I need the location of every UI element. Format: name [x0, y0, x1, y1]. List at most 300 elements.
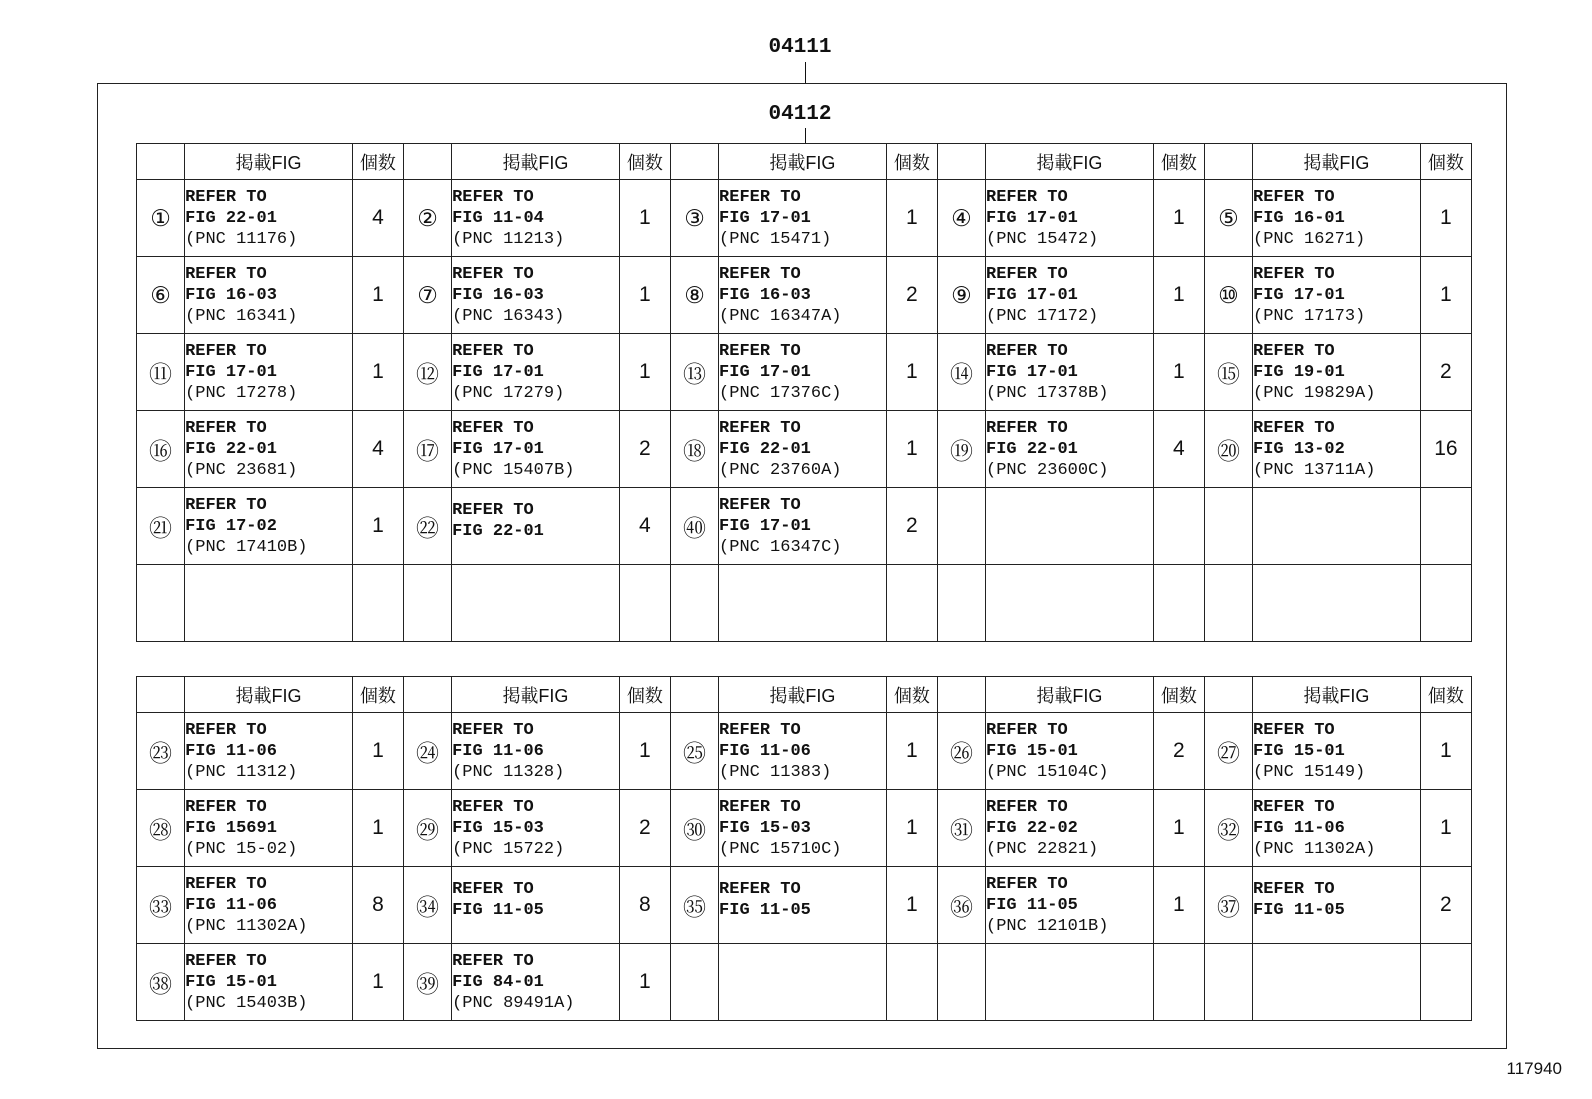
quantity: 1 [352, 488, 403, 565]
callout-number [1204, 944, 1252, 1021]
quantity: 2 [886, 488, 937, 565]
figure-reference [986, 565, 1154, 642]
quantity [1420, 565, 1471, 642]
refer-to-text: REFER TO [986, 341, 1068, 361]
figure-reference [452, 334, 620, 411]
fig-number: FIG 22-01 [185, 439, 277, 459]
table-header-row [137, 144, 1472, 180]
figure-reference [986, 257, 1154, 334]
quantity [1153, 488, 1204, 565]
quantity [886, 944, 937, 1021]
fig-number: FIG 11-06 [452, 741, 544, 761]
fig-number: FIG 17-01 [986, 208, 1078, 228]
leader-line-top [805, 62, 806, 83]
fig-number: FIG 15-01 [185, 972, 277, 992]
refer-to-text: REFER TO [452, 720, 534, 740]
refer-to-text: REFER TO [185, 720, 267, 740]
parts-table-lower [136, 676, 1472, 1021]
figure-reference [719, 334, 887, 411]
header-qty: 個数 [619, 144, 670, 180]
pnc-code: (PNC 11302A) [1253, 839, 1376, 859]
parts-table-upper [136, 143, 1472, 642]
figure-reference [719, 411, 887, 488]
figure-reference [986, 334, 1154, 411]
fig-number: FIG 11-06 [185, 895, 277, 915]
refer-to-text: REFER TO [185, 797, 267, 817]
fig-number: FIG 22-01 [452, 522, 544, 541]
quantity [1420, 488, 1471, 565]
callout-number [670, 565, 718, 642]
figure-reference [452, 180, 620, 257]
header-qty: 個数 [1420, 677, 1471, 713]
refer-to-text: REFER TO [1253, 880, 1335, 899]
callout-number [1204, 488, 1252, 565]
pnc-code: (PNC 17410B) [185, 537, 308, 557]
refer-to-text: REFER TO [1253, 341, 1335, 361]
figure-reference [452, 867, 620, 944]
fig-number: FIG 17-01 [719, 516, 811, 536]
fig-number: FIG 11-06 [719, 741, 811, 761]
figure-reference [1253, 488, 1421, 565]
callout-number: ⑧ [670, 257, 718, 334]
quantity: 8 [619, 867, 670, 944]
figure-reference [452, 790, 620, 867]
table-row [137, 488, 1472, 565]
quantity: 1 [1153, 257, 1204, 334]
pnc-code: (PNC 17376C) [719, 383, 842, 403]
figure-reference [185, 488, 353, 565]
document-id: 117940 [1506, 1059, 1562, 1078]
quantity: 1 [352, 944, 403, 1021]
figure-reference [452, 944, 620, 1021]
table-row [137, 565, 1472, 642]
fig-number: FIG 13-02 [1253, 439, 1345, 459]
refer-to-text: REFER TO [1253, 418, 1335, 438]
figure-reference [185, 565, 353, 642]
quantity: 1 [886, 713, 937, 790]
callout-number: ㊴ [403, 944, 451, 1021]
callout-number: ㉑ [137, 488, 185, 565]
header-num-cell [670, 144, 718, 180]
fig-number: FIG 16-03 [719, 285, 811, 305]
quantity: 2 [1420, 867, 1471, 944]
figure-reference [1253, 334, 1421, 411]
figure-reference [185, 944, 353, 1021]
refer-to-text: REFER TO [719, 797, 801, 817]
callout-number: ④ [937, 180, 985, 257]
quantity: 2 [619, 411, 670, 488]
pnc-code: (PNC 17378B) [986, 383, 1109, 403]
refer-to-text: REFER TO [185, 418, 267, 438]
figure-reference [452, 411, 620, 488]
callout-number: ㉕ [670, 713, 718, 790]
callout-number: ㉚ [670, 790, 718, 867]
fig-number: FIG 17-01 [1253, 285, 1345, 305]
refer-to-text: REFER TO [719, 720, 801, 740]
quantity: 4 [619, 488, 670, 565]
figure-reference [185, 411, 353, 488]
callout-number: ㊱ [937, 867, 985, 944]
figure-reference [1253, 867, 1421, 944]
callout-number: ㉖ [937, 713, 985, 790]
pnc-code: (PNC 15403B) [185, 993, 308, 1013]
header-qty: 個数 [1420, 144, 1471, 180]
callout-number: ③ [670, 180, 718, 257]
callout-number: ⑰ [403, 411, 451, 488]
fig-number: FIG 16-01 [1253, 208, 1345, 228]
callout-number: ㉛ [937, 790, 985, 867]
figure-reference [719, 488, 887, 565]
pnc-code: (PNC 22821) [986, 839, 1099, 859]
header-fig: 掲載FIG [719, 677, 887, 713]
quantity: 1 [1420, 257, 1471, 334]
fig-number: FIG 11-06 [185, 741, 277, 761]
pnc-code: (PNC 11312) [185, 762, 298, 782]
refer-to-text: REFER TO [452, 951, 534, 971]
table-row [137, 867, 1472, 944]
callout-number: ㉞ [403, 867, 451, 944]
callout-number: ⑲ [937, 411, 985, 488]
figure-reference [1253, 944, 1421, 1021]
figure-reference [452, 257, 620, 334]
refer-to-text: REFER TO [185, 264, 267, 284]
pnc-code: (PNC 17173) [1253, 306, 1366, 326]
refer-to-text: REFER TO [1253, 187, 1335, 207]
pnc-code: (PNC 17279) [452, 383, 565, 403]
fig-number: FIG 15-03 [719, 818, 811, 838]
callout-number: ㉔ [403, 713, 451, 790]
fig-number: FIG 17-01 [986, 285, 1078, 305]
header-fig: 掲載FIG [452, 144, 620, 180]
figure-reference [1253, 565, 1421, 642]
quantity: 1 [1153, 334, 1204, 411]
pnc-code: (PNC 17172) [986, 306, 1099, 326]
header-num-cell [1204, 144, 1252, 180]
quantity [1153, 565, 1204, 642]
quantity: 2 [886, 257, 937, 334]
figure-reference [185, 713, 353, 790]
quantity: 1 [1420, 790, 1471, 867]
figure-reference [719, 790, 887, 867]
figure-reference [719, 180, 887, 257]
pnc-code: (PNC 15407B) [452, 460, 575, 480]
quantity: 1 [352, 713, 403, 790]
quantity: 1 [1153, 790, 1204, 867]
fig-number: FIG 17-01 [719, 362, 811, 382]
header-num-cell [137, 144, 185, 180]
header-qty: 個数 [352, 677, 403, 713]
fig-number: FIG 17-02 [185, 516, 277, 536]
refer-to-text: REFER TO [185, 495, 267, 515]
quantity: 1 [619, 257, 670, 334]
pnc-code: (PNC 23600C) [986, 460, 1109, 480]
figure-reference [1253, 257, 1421, 334]
quantity: 1 [619, 713, 670, 790]
callout-number [937, 944, 985, 1021]
pnc-code: (PNC 15710C) [719, 839, 842, 859]
quantity: 1 [619, 944, 670, 1021]
quantity: 4 [352, 411, 403, 488]
callout-number [403, 565, 451, 642]
quantity [1153, 944, 1204, 1021]
table-row [137, 411, 1472, 488]
refer-to-text: REFER TO [986, 187, 1068, 207]
refer-to-text: REFER TO [986, 874, 1068, 894]
pnc-code: (PNC 15-02) [185, 839, 298, 859]
header-num-cell [137, 677, 185, 713]
quantity: 8 [352, 867, 403, 944]
quantity [352, 565, 403, 642]
fig-number: FIG 22-01 [185, 208, 277, 228]
refer-to-text: REFER TO [986, 418, 1068, 438]
header-fig: 掲載FIG [1253, 144, 1421, 180]
pnc-code: (PNC 15104C) [986, 762, 1109, 782]
header-qty: 個数 [886, 677, 937, 713]
figure-reference [986, 713, 1154, 790]
callout-number: ⑦ [403, 257, 451, 334]
callout-number: ⑪ [137, 334, 185, 411]
callout-number: ㊳ [137, 944, 185, 1021]
figure-reference [452, 565, 620, 642]
table-row [137, 790, 1472, 867]
header-fig: 掲載FIG [986, 144, 1154, 180]
pnc-code: (PNC 16271) [1253, 229, 1366, 249]
callout-number: ⑱ [670, 411, 718, 488]
pnc-code: (PNC 11383) [719, 762, 832, 782]
figure-reference [986, 790, 1154, 867]
figure-reference [1253, 713, 1421, 790]
refer-to-text: REFER TO [452, 880, 534, 899]
header-num-cell [1204, 677, 1252, 713]
pnc-code: (PNC 89491A) [452, 993, 575, 1013]
quantity [1420, 944, 1471, 1021]
quantity: 1 [886, 867, 937, 944]
figure-reference [719, 944, 887, 1021]
pnc-code: (PNC 23760A) [719, 460, 842, 480]
callout-number: ㉒ [403, 488, 451, 565]
table-row [137, 713, 1472, 790]
header-num-cell [403, 677, 451, 713]
quantity: 1 [1420, 180, 1471, 257]
header-fig: 掲載FIG [986, 677, 1154, 713]
pnc-code: (PNC 16343) [452, 306, 565, 326]
figure-reference [1253, 790, 1421, 867]
header-qty: 個数 [352, 144, 403, 180]
pnc-code: (PNC 11302A) [185, 916, 308, 936]
refer-to-text: REFER TO [185, 874, 267, 894]
figure-reference [719, 565, 887, 642]
figure-reference [719, 257, 887, 334]
table-row [137, 257, 1472, 334]
callout-number: ㉟ [670, 867, 718, 944]
fig-number: FIG 17-01 [452, 362, 544, 382]
callout-number: ⑫ [403, 334, 451, 411]
callout-number [1204, 565, 1252, 642]
quantity: 2 [1153, 713, 1204, 790]
refer-to-text: REFER TO [185, 951, 267, 971]
assembly-label-04111: 04111 [768, 36, 832, 59]
header-qty: 個数 [619, 677, 670, 713]
refer-to-text: REFER TO [719, 418, 801, 438]
leader-line-sub [805, 128, 806, 143]
figure-reference [185, 867, 353, 944]
refer-to-text: REFER TO [452, 187, 534, 207]
header-num-cell [403, 144, 451, 180]
refer-to-text: REFER TO [185, 187, 267, 207]
fig-number: FIG 15691 [185, 818, 277, 838]
fig-number: FIG 17-01 [986, 362, 1078, 382]
quantity: 2 [619, 790, 670, 867]
fig-number: FIG 11-05 [719, 901, 811, 920]
pnc-code: (PNC 13711A) [1253, 460, 1376, 480]
pnc-code: (PNC 16341) [185, 306, 298, 326]
pnc-code: (PNC 15472) [986, 229, 1099, 249]
callout-number: ㉜ [1204, 790, 1252, 867]
header-qty: 個数 [886, 144, 937, 180]
callout-number: ㉗ [1204, 713, 1252, 790]
header-fig: 掲載FIG [1253, 677, 1421, 713]
fig-number: FIG 15-03 [452, 818, 544, 838]
figure-reference [185, 790, 353, 867]
callout-number: ㊵ [670, 488, 718, 565]
fig-number: FIG 16-03 [185, 285, 277, 305]
table-row [137, 334, 1472, 411]
pnc-code: (PNC 11176) [185, 229, 298, 249]
callout-number: ② [403, 180, 451, 257]
header-qty: 個数 [1153, 677, 1204, 713]
fig-number: FIG 22-02 [986, 818, 1078, 838]
fig-number: FIG 11-06 [1253, 818, 1345, 838]
callout-number: ⑯ [137, 411, 185, 488]
refer-to-text: REFER TO [719, 880, 801, 899]
pnc-code: (PNC 16347A) [719, 306, 842, 326]
fig-number: FIG 17-01 [452, 439, 544, 459]
pnc-code: (PNC 11328) [452, 762, 565, 782]
callout-number [937, 565, 985, 642]
pnc-code: (PNC 11213) [452, 229, 565, 249]
refer-to-text: REFER TO [986, 797, 1068, 817]
quantity: 1 [352, 257, 403, 334]
refer-to-text: REFER TO [986, 264, 1068, 284]
fig-number: FIG 17-01 [719, 208, 811, 228]
quantity: 1 [619, 180, 670, 257]
pnc-code: (PNC 19829A) [1253, 383, 1376, 403]
fig-number: FIG 22-01 [719, 439, 811, 459]
header-qty: 個数 [1153, 144, 1204, 180]
fig-number: FIG 17-01 [185, 362, 277, 382]
quantity: 4 [1153, 411, 1204, 488]
fig-number: FIG 11-05 [452, 901, 544, 920]
figure-reference [185, 257, 353, 334]
quantity: 1 [1153, 867, 1204, 944]
refer-to-text: REFER TO [1253, 264, 1335, 284]
callout-number: ⑨ [937, 257, 985, 334]
figure-reference [986, 411, 1154, 488]
figure-reference [986, 180, 1154, 257]
callout-number: ㉝ [137, 867, 185, 944]
quantity: 1 [352, 334, 403, 411]
callout-number: ㉓ [137, 713, 185, 790]
refer-to-text: REFER TO [452, 264, 534, 284]
table-row [137, 180, 1472, 257]
refer-to-text: REFER TO [452, 418, 534, 438]
quantity: 1 [1153, 180, 1204, 257]
refer-to-text: REFER TO [719, 341, 801, 361]
fig-number: FIG 15-01 [1253, 741, 1345, 761]
header-fig: 掲載FIG [452, 677, 620, 713]
header-num-cell [670, 677, 718, 713]
figure-reference [1253, 411, 1421, 488]
callout-number: ㊲ [1204, 867, 1252, 944]
quantity [619, 565, 670, 642]
refer-to-text: REFER TO [452, 797, 534, 817]
header-num-cell [937, 677, 985, 713]
callout-number: ㉘ [137, 790, 185, 867]
figure-reference [185, 180, 353, 257]
quantity: 2 [1420, 334, 1471, 411]
figure-reference [452, 488, 620, 565]
pnc-code: (PNC 15722) [452, 839, 565, 859]
quantity: 1 [886, 411, 937, 488]
figure-reference [986, 488, 1154, 565]
quantity: 1 [1420, 713, 1471, 790]
header-fig: 掲載FIG [719, 144, 887, 180]
refer-to-text: REFER TO [719, 187, 801, 207]
pnc-code: (PNC 15471) [719, 229, 832, 249]
fig-number: FIG 11-05 [986, 895, 1078, 915]
table-row [137, 944, 1472, 1021]
pnc-code: (PNC 23681) [185, 460, 298, 480]
callout-number: ⑤ [1204, 180, 1252, 257]
figure-reference [1253, 180, 1421, 257]
callout-number [670, 944, 718, 1021]
quantity: 16 [1420, 411, 1471, 488]
pnc-code: (PNC 15149) [1253, 762, 1366, 782]
quantity: 1 [886, 790, 937, 867]
callout-number: ⑥ [137, 257, 185, 334]
pnc-code: (PNC 16347C) [719, 537, 842, 557]
quantity: 1 [352, 790, 403, 867]
refer-to-text: REFER TO [1253, 720, 1335, 740]
quantity: 1 [619, 334, 670, 411]
figure-reference [986, 944, 1154, 1021]
refer-to-text: REFER TO [986, 720, 1068, 740]
table-header-row [137, 677, 1472, 713]
pnc-code: (PNC 17278) [185, 383, 298, 403]
callout-number: ⑮ [1204, 334, 1252, 411]
fig-number: FIG 84-01 [452, 972, 544, 992]
callout-number: ① [137, 180, 185, 257]
callout-number: ⑳ [1204, 411, 1252, 488]
figure-reference [719, 867, 887, 944]
fig-number: FIG 19-01 [1253, 362, 1345, 382]
assembly-label-04112: 04112 [768, 103, 832, 126]
callout-number [937, 488, 985, 565]
figure-reference [719, 713, 887, 790]
fig-number: FIG 11-04 [452, 208, 544, 228]
refer-to-text: REFER TO [452, 341, 534, 361]
quantity [886, 565, 937, 642]
refer-to-text: REFER TO [452, 501, 534, 520]
fig-number: FIG 22-01 [986, 439, 1078, 459]
refer-to-text: REFER TO [719, 264, 801, 284]
header-num-cell [937, 144, 985, 180]
quantity: 4 [352, 180, 403, 257]
quantity: 1 [886, 334, 937, 411]
refer-to-text: REFER TO [185, 341, 267, 361]
figure-reference [185, 334, 353, 411]
callout-number [137, 565, 185, 642]
